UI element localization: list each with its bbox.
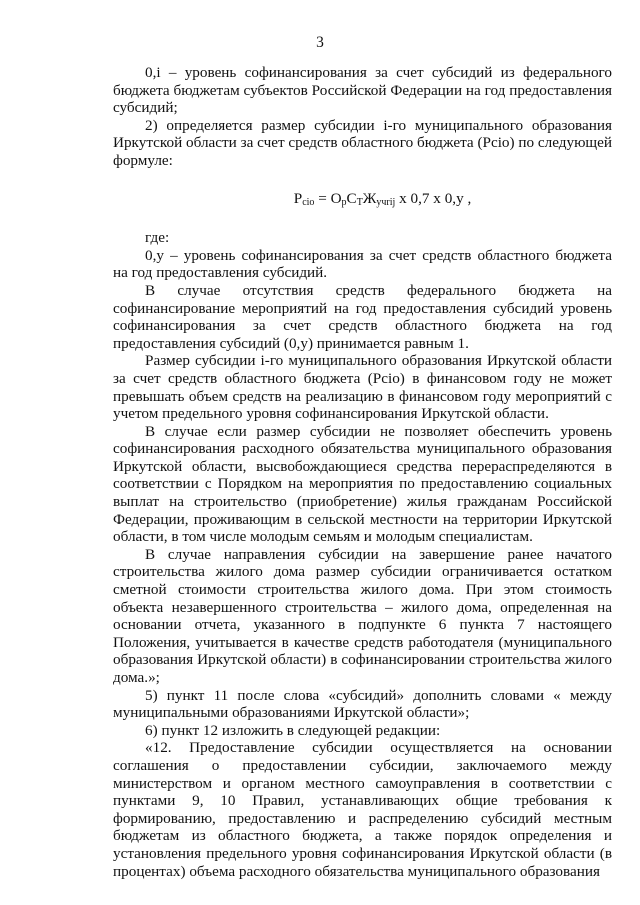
subsidy-formula [113, 190, 612, 208]
paragraph-max-size: Размер субсидии i-го муниципального образования Иркутской области за счет средств областного бюджета (Pcio) в финансовом году не может превышать объем средств на реализацию в финансовом году мероприятий с учетом предельного уровня софинансирования Иркутской области. [113, 352, 612, 423]
document-body [113, 64, 612, 880]
formula-rest: x 0,7 x 0,y , [395, 189, 472, 207]
paragraph-federal-level: 0,i – уровень софинансирования за счет субсидий из федерального бюджета бюджетам субъектов Российской Федерации на год предоставления субсидий; [113, 64, 612, 117]
paragraph-subsidy-size: 2) определяется размер субсидии i-го муниципального образования Иркутской области за счет средств областного бюджета (Pcio) по следующей формуле: [113, 116, 612, 169]
paragraph-item-6: 6) пункт 12 изложить в следующей редакции: [145, 721, 441, 739]
formula-c: C [346, 189, 357, 207]
formula-eq: = O [314, 189, 342, 207]
paragraph-item-5: 5) пункт 11 после слова «субсидий» дополнить словами « между муниципальными образованиями Иркутской области»; [113, 686, 612, 722]
formula-zh-sub: учrij [376, 196, 396, 208]
formula-lhs-sub: cio [302, 196, 315, 208]
page-number: 3 [316, 34, 324, 51]
paragraph-redistribution: В случае если размер субсидии не позволяет обеспечить уровень софинансирования расходного обязательства муниципального образования Иркутской области, высвобождающиеся средства перераспределяются в соответствии с Порядком на мероприятия по предоставлению социальных выплат на строительство (приобретение) жилья гражданам Российской Федерации, проживающим в сельской местности на территории Иркутской области, в том числе молодым семьям и молодым специалистам. [113, 422, 612, 546]
formula-o-sub: p [341, 196, 347, 208]
paragraph-no-federal: В случае отсутствия средств федерального бюджета на софинансирование мероприятий на год предоставления субсидий уровень софинансирования за счет средств областного бюджета на год предоставления субсидий (0,y) принимается равным 1. [113, 281, 612, 352]
formula-c-sub: T [356, 196, 363, 208]
paragraph-regional-level: 0,y – уровень софинансирования за счет средств областного бюджета на год предоставления субсидий. [113, 246, 612, 282]
paragraph-item-12: «12. Предоставление субсидии осуществляется на основании соглашения о предоставлении субсидии, заключаемого между министерством и органом местного самоуправления в соответствии с пунктами 9, 10 Правил, устанавливающих общие требования к формированию, предоставлению и распределению субсидий местным бюджетам из областного бюджета, а также порядок определения и установления предельного уровня софинансирования Иркутской области (в процентах) объема расходного обязательства муниципального образования [113, 739, 612, 880]
formula-lhs: P [293, 189, 303, 207]
paragraph-where: где: [145, 229, 170, 247]
formula-zh: Ж [362, 189, 377, 207]
paragraph-completion: В случае направления субсидии на завершение ранее начатого строительства жилого дома размер субсидии ограничивается остатком сметной стоимости строительства жилого дома. При этом стоимость объекта незавершенного строительства – жилого дома, определенная на основании отчета, указанного в подпункте 6 пункта 7 настоящего Положения, учитывается в качестве средств работодателя (муниципального образования Иркутской области) в софинансировании строительства жилого дома.»; [113, 545, 612, 686]
